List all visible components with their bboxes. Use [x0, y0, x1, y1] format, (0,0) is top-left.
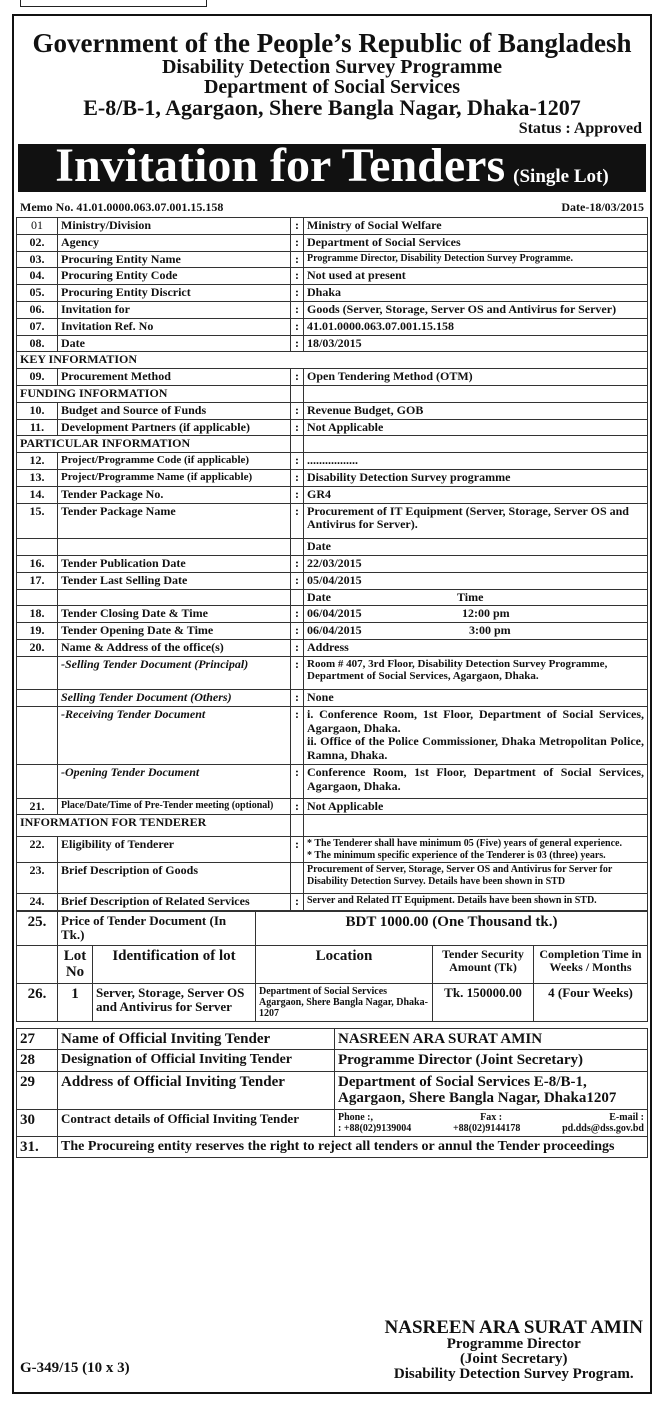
table-row: [17, 234, 648, 251]
receiving-location-2: ii. Office of the Police Commissioner, Dhaka Metropolitan Police, Ramna, Dhaka.: [307, 734, 644, 763]
phone-label: Phone :,: [338, 1111, 373, 1123]
lot-header-row: [17, 945, 648, 983]
row-label: Eligibility of Tenderer: [58, 837, 291, 863]
official-address: Department of Social Services E-8/B-1, Agargaon, Shere Bangla Nagar, Dhaka1207: [335, 1071, 648, 1109]
memo-date: Date-18/03/2015: [561, 200, 644, 214]
row-value: Programme Director, Disability Detection Survey Programme.: [304, 251, 648, 268]
row-colon: :: [291, 623, 304, 640]
table-row: [17, 369, 648, 386]
row-number: 13.: [17, 469, 58, 486]
row-label: Procuring Entity Discrict: [58, 285, 291, 302]
row-value: .................: [304, 453, 648, 470]
department-title: Department of Social Services: [203, 76, 461, 98]
table-row: [17, 589, 648, 606]
section-row: [17, 352, 648, 369]
row-value: 05/04/2015: [304, 572, 648, 589]
table-row: [17, 706, 648, 764]
row-number: 27: [17, 1028, 58, 1050]
row-number: 05.: [17, 285, 58, 302]
row-label: Name & Address of the office(s): [58, 639, 291, 656]
row-number: 17.: [17, 572, 58, 589]
row-number: 22.: [17, 837, 58, 863]
row-number: 03.: [17, 251, 58, 268]
completion-time: 4 (Four Weeks): [534, 983, 648, 1021]
date-heading: Date: [307, 589, 331, 604]
row-number: 02.: [17, 234, 58, 251]
row-colon: :: [291, 798, 304, 815]
banner-title: Invitation for Tenders: [55, 139, 506, 192]
table-row: [17, 285, 648, 302]
signatory-title: Programme Director: [446, 1336, 581, 1352]
table-row: [17, 656, 648, 689]
section-heading: INFORMATION FOR TENDERER: [17, 815, 291, 837]
signature-block: [385, 1318, 644, 1382]
reservation-clause: The Procureing entity reserves the right to reject all tenders or annul the Tender proceedings: [58, 1136, 648, 1158]
lot-row: [17, 983, 648, 1021]
table-row: [17, 1109, 648, 1136]
section-heading: FUNDING INFORMATION: [17, 385, 291, 402]
section-row: [17, 815, 648, 837]
table-row: [17, 1050, 648, 1072]
eligibility-specific: * The minimum specific experience of the Tenderer is 03 (three) years.: [307, 849, 606, 861]
row-number: 08.: [17, 335, 58, 352]
completion-heading: Completion Time in Weeks / Months: [534, 945, 648, 983]
eligibility-general: * The Tenderer shall have minimum 05 (Five) years of general experience.: [307, 838, 622, 850]
lot-identification: Server, Storage, Server OS and Antivirus for Server: [93, 983, 256, 1021]
fax-label: Fax :: [480, 1111, 503, 1123]
row-value: Not Applicable: [304, 419, 648, 436]
row-value: Not Applicable: [304, 798, 648, 815]
row-label: Name of Official Inviting Tender: [58, 1028, 335, 1050]
row-label: Ministry/Division: [58, 218, 291, 235]
row-value: Goods (Server, Storage, Server OS and Antivirus for Server): [304, 301, 648, 318]
table-row: [17, 251, 648, 268]
row-number: 24.: [17, 894, 58, 911]
row-number: 19.: [17, 623, 58, 640]
advertisement-code: G-349/15 (10 x 3): [20, 1360, 130, 1376]
row-value: [304, 706, 648, 764]
row-number: 01: [17, 218, 58, 235]
email-address: pd.dds@dss.gov.bd: [562, 1122, 644, 1134]
table-row: [17, 639, 648, 656]
table-row: [17, 218, 648, 235]
row-number: 25.: [17, 911, 58, 945]
table-row: [17, 837, 648, 863]
phone-number: : +88(02)9139004: [338, 1122, 412, 1134]
row-value: 22/03/2015: [304, 555, 648, 572]
row-colon: :: [291, 555, 304, 572]
row-value: Open Tendering Method (OTM): [304, 369, 648, 386]
row-colon: :: [291, 572, 304, 589]
table-row: [17, 469, 648, 486]
row-number: 16.: [17, 555, 58, 572]
identification-heading: Identification of lot: [93, 945, 256, 983]
security-heading: Tender Security Amount (Tk): [433, 945, 534, 983]
section-heading: PARTICULAR INFORMATION: [17, 436, 291, 453]
row-value: 18/03/2015: [304, 335, 648, 352]
info-table: [16, 217, 648, 911]
row-label: Agency: [58, 234, 291, 251]
row-number: 14.: [17, 486, 58, 503]
lot-no-heading: Lot No: [58, 945, 93, 983]
row-number: 21.: [17, 798, 58, 815]
row-number: 10.: [17, 402, 58, 419]
row-colon: :: [291, 218, 304, 235]
invitation-banner: [18, 139, 646, 192]
table-row: [17, 318, 648, 335]
section-row: [17, 385, 648, 402]
signatory-rank: (Joint Secretary): [459, 1351, 568, 1367]
row-value: GR4: [304, 486, 648, 503]
row-colon: :: [291, 639, 304, 656]
fax-number: +88(02)9144178: [452, 1122, 521, 1134]
row-number: 04.: [17, 268, 58, 285]
table-row: [17, 486, 648, 503]
row-colon: :: [291, 453, 304, 470]
row-number: 20.: [17, 639, 58, 656]
closing-time: 12:00 pm: [462, 606, 510, 621]
signatory-programme: Disability Detection Survey Program.: [393, 1366, 634, 1382]
row-colon: :: [291, 469, 304, 486]
row-colon: :: [291, 369, 304, 386]
row-number: 30: [17, 1109, 58, 1136]
table-row: [17, 764, 648, 798]
status-label: Status : Approved: [518, 120, 642, 137]
row-number: 23.: [17, 863, 58, 894]
row-number: 12.: [17, 453, 58, 470]
lot-location: Department of Social Services Agargaon, Shere Bangla Nagar, Dhaka-1207: [256, 983, 433, 1021]
row-label: Tender Last Selling Date: [58, 572, 291, 589]
row-number: 09.: [17, 369, 58, 386]
row-label: Address of Official Inviting Tender: [58, 1071, 335, 1109]
table-row: [17, 335, 648, 352]
row-value: Procurement of Server, Storage, Server OS and Antivirus for Server for Disability Detection Survey. Details have been shown in STD: [304, 863, 648, 894]
row-label: Procuring Entity Code: [58, 268, 291, 285]
location-heading: Location: [256, 945, 433, 983]
row-value: Department of Social Services: [304, 234, 648, 251]
table-row: [17, 268, 648, 285]
table-row: [17, 1028, 648, 1050]
row-colon: :: [291, 656, 304, 689]
address-line: E-8/B-1, Agargaon, Shere Bangla Nagar, Dhaka-1207: [83, 95, 581, 120]
row-number: 07.: [17, 318, 58, 335]
table-row: [17, 572, 648, 589]
lot-number: 1: [58, 983, 93, 1021]
signatory-name: NASREEN ARA SURAT AMIN: [384, 1317, 643, 1338]
row-value: Dhaka: [304, 285, 648, 302]
security-amount: Tk. 150000.00: [433, 983, 534, 1021]
row-value: [304, 623, 648, 640]
opening-time: 3:00 pm: [469, 623, 511, 638]
table-row: [17, 606, 648, 623]
row-number: 26.: [17, 983, 58, 1021]
row-colon: :: [291, 251, 304, 268]
official-name: NASREEN ARA SURAT AMIN: [335, 1028, 648, 1050]
row-value: Revenue Budget, GOB: [304, 402, 648, 419]
row-colon: :: [291, 606, 304, 623]
row-label: Invitation for: [58, 301, 291, 318]
official-designation: Programme Director (Joint Secretary): [335, 1050, 648, 1072]
programme-title: Disability Detection Survey Programme: [161, 56, 503, 78]
official-table: [16, 1028, 648, 1159]
row-label: Project/Programme Code (if applicable): [58, 453, 291, 470]
row-label: -Receiving Tender Document: [58, 706, 291, 764]
row-colon: :: [291, 402, 304, 419]
table-row: [17, 690, 648, 707]
banner-subtitle: (Single Lot): [513, 166, 609, 187]
row-colon: :: [291, 335, 304, 352]
row-value: Not used at present: [304, 268, 648, 285]
table-row: [17, 1136, 648, 1158]
row-label: Date: [58, 335, 291, 352]
top-edge-box: [20, 0, 207, 7]
table-row: [17, 798, 648, 815]
table-row: [17, 863, 648, 894]
row-colon: :: [291, 690, 304, 707]
row-colon: :: [291, 419, 304, 436]
row-number: 28: [17, 1050, 58, 1072]
row-colon: :: [291, 486, 304, 503]
row-value: Procurement of IT Equipment (Server, Storage, Server OS and Antivirus for Server).: [304, 503, 648, 539]
table-row: [17, 539, 648, 556]
receiving-location-1: i. Conference Room, 1st Floor, Department of Social Services, Agargaon, Dhaka.: [307, 706, 644, 735]
row-colon: :: [291, 301, 304, 318]
row-number: 29: [17, 1071, 58, 1109]
row-colon: :: [291, 837, 304, 863]
row-label: Procurement Method: [58, 369, 291, 386]
opening-date: 06/04/2015: [307, 623, 362, 638]
row-number: 18.: [17, 606, 58, 623]
row-number: 11.: [17, 419, 58, 436]
section-row: [17, 436, 648, 453]
table-row: [17, 419, 648, 436]
row-label: Place/Date/Time of Pre-Tender meeting (optional): [58, 798, 291, 815]
row-value: [304, 606, 648, 623]
row-label: Selling Tender Document (Others): [58, 690, 291, 707]
price-label: Price of Tender Document (In Tk.): [58, 911, 256, 945]
section-heading: KEY INFORMATION: [17, 352, 648, 369]
table-row: [17, 1071, 648, 1109]
time-heading: Time: [457, 589, 484, 604]
row-colon: :: [291, 706, 304, 764]
row-value: Ministry of Social Welfare: [304, 218, 648, 235]
row-label: Procuring Entity Name: [58, 251, 291, 268]
row-value: Conference Room, 1st Floor, Department of Social Services, Agargaon, Dhaka.: [304, 764, 648, 798]
row-label: Project/Programme Name (if applicable): [58, 469, 291, 486]
row-label: Invitation Ref. No: [58, 318, 291, 335]
row-label: Brief Description of Related Services: [58, 894, 291, 911]
row-label: Development Partners (if applicable): [58, 419, 291, 436]
row-label: Tender Publication Date: [58, 555, 291, 572]
table-row: [17, 894, 648, 911]
table-row: [17, 503, 648, 539]
table-row: [17, 623, 648, 640]
row-number: 31.: [17, 1136, 58, 1158]
row-label: -Selling Tender Document (Principal): [58, 656, 291, 689]
row-label: Designation of Official Inviting Tender: [58, 1050, 335, 1072]
row-label: Tender Package No.: [58, 486, 291, 503]
row-colon: :: [291, 764, 304, 798]
row-number: 06.: [17, 301, 58, 318]
row-colon: :: [291, 268, 304, 285]
row-value: Address: [304, 639, 648, 656]
row-value: 41.01.0000.063.07.001.15.158: [304, 318, 648, 335]
row-value: Room # 407, 3rd Floor, Disability Detection Survey Programme, Department of Social Services, Agargaon, Dhaka.: [304, 656, 648, 689]
row-colon: :: [291, 503, 304, 539]
row-value: Disability Detection Survey programme: [304, 469, 648, 486]
row-label: Brief Description of Goods: [58, 863, 291, 894]
row-value: None: [304, 690, 648, 707]
contact-details: [335, 1109, 648, 1136]
row-value: [304, 837, 648, 863]
row-number: 15.: [17, 503, 58, 539]
email-label: E-mail :: [609, 1111, 644, 1123]
memo-number: Memo No. 41.01.0000.063.07.001.15.158: [20, 200, 224, 214]
row-label: Tender Opening Date & Time: [58, 623, 291, 640]
memo-line: [20, 200, 644, 215]
table-row: [17, 301, 648, 318]
row-colon: :: [291, 285, 304, 302]
date-column-heading: Date: [304, 539, 648, 556]
notice-header: [14, 30, 650, 119]
table-row: [17, 402, 648, 419]
price-lot-table: [16, 911, 648, 1022]
row-label: -Opening Tender Document: [58, 764, 291, 798]
row-colon: :: [291, 234, 304, 251]
price-value: BDT 1000.00 (One Thousand tk.): [256, 911, 648, 945]
table-row: [17, 453, 648, 470]
row-label: Contract details of Official Inviting Tender: [58, 1109, 335, 1136]
date-time-heading: [304, 589, 648, 606]
tender-notice-frame: [12, 14, 652, 1394]
row-value: Server and Related IT Equipment. Details have been shown in STD.: [304, 894, 648, 911]
closing-date: 06/04/2015: [307, 606, 362, 621]
row-label: Tender Closing Date & Time: [58, 606, 291, 623]
row-colon: :: [291, 318, 304, 335]
govt-title: Government of the People’s Republic of Bangladesh: [32, 28, 632, 58]
price-row: [17, 911, 648, 945]
row-label: Budget and Source of Funds: [58, 402, 291, 419]
row-colon: :: [291, 894, 304, 911]
table-row: [17, 555, 648, 572]
row-label: Tender Package Name: [58, 503, 291, 539]
